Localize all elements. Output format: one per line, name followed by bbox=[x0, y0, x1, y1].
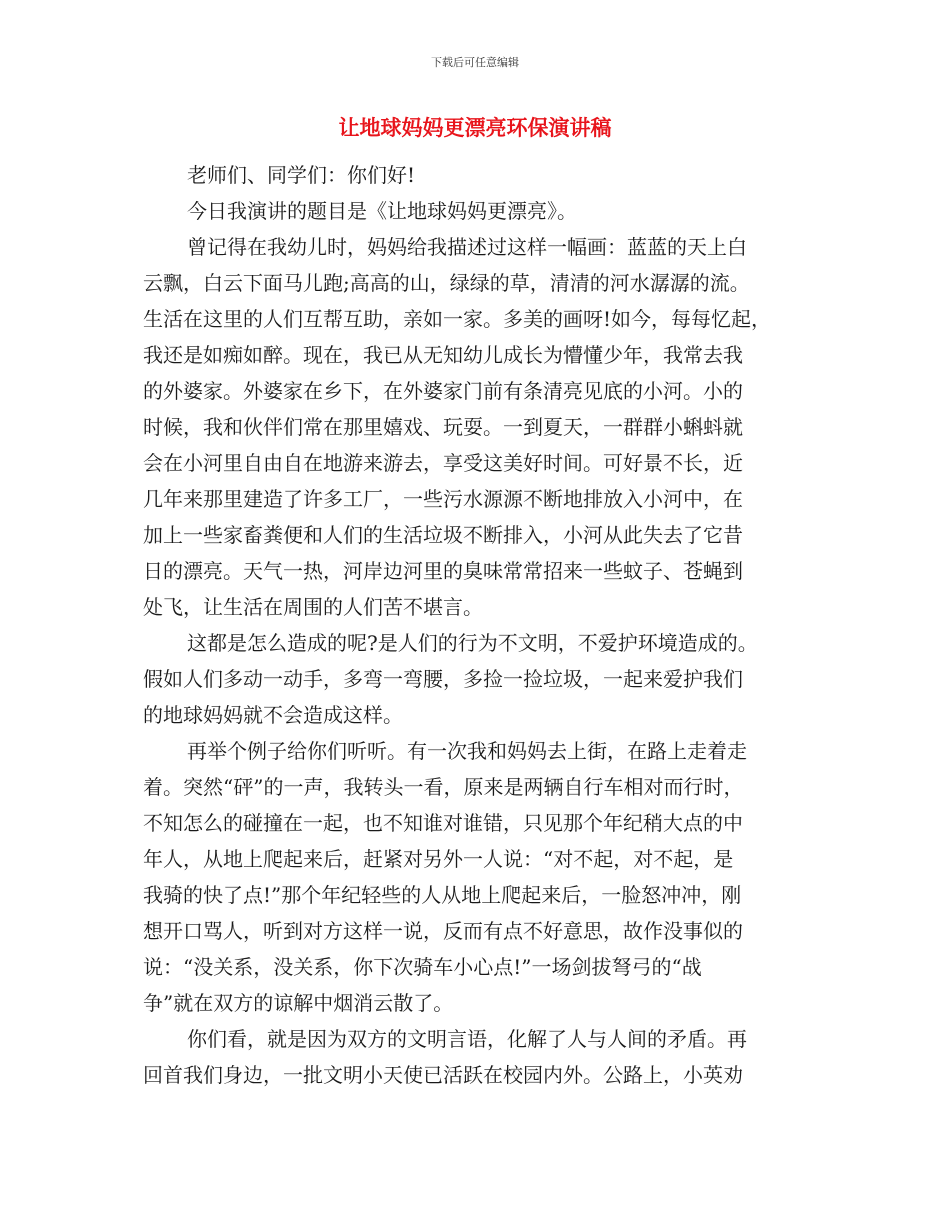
paragraph-line: 假如人们多动一动手，多弯一弯腰，多捡一捡垃圾，一起来爱护我们 bbox=[143, 667, 743, 691]
paragraph-line: 今日我演讲的题目是《让地球妈妈更漂亮》。 bbox=[187, 199, 577, 223]
paragraph-line: 几年来那里建造了许多工厂，一些污水源源不断地排放入小河中，在 bbox=[143, 487, 743, 511]
paragraph-line: 我还是如痴如醉。现在，我已从无知幼儿成长为懵懂少年，我常去我 bbox=[143, 343, 743, 367]
paragraph-line: 着。突然“砰”的一声，我转头一看，原来是两辆自行车相对而行时， bbox=[143, 775, 744, 799]
paragraph-line: 会在小河里自由自在地游来游去，享受这美好时间。可好景不长，近 bbox=[143, 451, 743, 475]
paragraph-line: 争”就在双方的谅解中烟消云散了。 bbox=[143, 991, 454, 1015]
paragraph-line: 生活在这里的人们互帮互助，亲如一家。多美的画呀!如今，每每忆起， bbox=[143, 307, 772, 331]
paragraph-line: 年人，从地上爬起来后，赶紧对另外一人说：“对不起，对不起，是 bbox=[143, 847, 734, 871]
paragraph-line: 加上一些家畜粪便和人们的生活垃圾不断排入，小河从此失去了它昔 bbox=[143, 523, 743, 547]
paragraph-line: 日的漂亮。天气一热，河岸边河里的臭味常常招来一些蚊子、苍蝇到 bbox=[143, 559, 743, 583]
paragraph-line: 说：“没关系，没关系，你下次骑车小心点!”一场剑拔弩弓的“战 bbox=[143, 955, 702, 979]
paragraph-line: 不知怎么的碰撞在一起，也不知谁对谁错，只见那个年纪稍大点的中 bbox=[143, 811, 743, 835]
paragraph-line: 想开口骂人，听到对方这样一说，反而有点不好意思，故作没事似的 bbox=[143, 919, 743, 943]
paragraph-line: 曾记得在我幼儿时，妈妈给我描述过这样一幅画：蓝蓝的天上白 bbox=[187, 235, 747, 259]
paragraph-line: 再举个例子给你们听听。有一次我和妈妈去上街，在路上走着走 bbox=[187, 739, 747, 763]
paragraph-line: 这都是怎么造成的呢?是人们的行为不文明，不爱护环境造成的。 bbox=[187, 631, 758, 655]
paragraph-line: 回首我们身边，一批文明小天使已活跃在校园内外。公路上，小英劝 bbox=[143, 1063, 743, 1087]
document-body bbox=[143, 157, 813, 1093]
paragraph-line: 的外婆家。外婆家在乡下，在外婆家门前有条清亮见底的小河。小的 bbox=[143, 379, 743, 403]
greeting-line: 老师们、同学们：你们好! bbox=[187, 163, 416, 187]
paragraph-line: 的地球妈妈就不会造成这样。 bbox=[143, 703, 403, 727]
paragraph-line: 时候，我和伙伴们常在那里嬉戏、玩耍。一到夏天，一群群小蝌蚪就 bbox=[143, 415, 743, 439]
paragraph-line: 云飘，白云下面马儿跑;高高的山，绿绿的草，清清的河水潺潺的流。 bbox=[143, 271, 750, 295]
document-title: 让地球妈妈更漂亮环保演讲稿 bbox=[338, 116, 612, 140]
page-header-note: 下载后可任意编辑 bbox=[431, 56, 519, 69]
paragraph-line: 你们看，就是因为双方的文明言语，化解了人与人间的矛盾。再 bbox=[187, 1027, 747, 1051]
paragraph-line: 处飞，让生活在周围的人们苦不堪言。 bbox=[143, 595, 483, 619]
paragraph-line: 我骑的快了点!”那个年纪轻些的人从地上爬起来后，一脸怒冲冲，刚 bbox=[143, 883, 742, 907]
